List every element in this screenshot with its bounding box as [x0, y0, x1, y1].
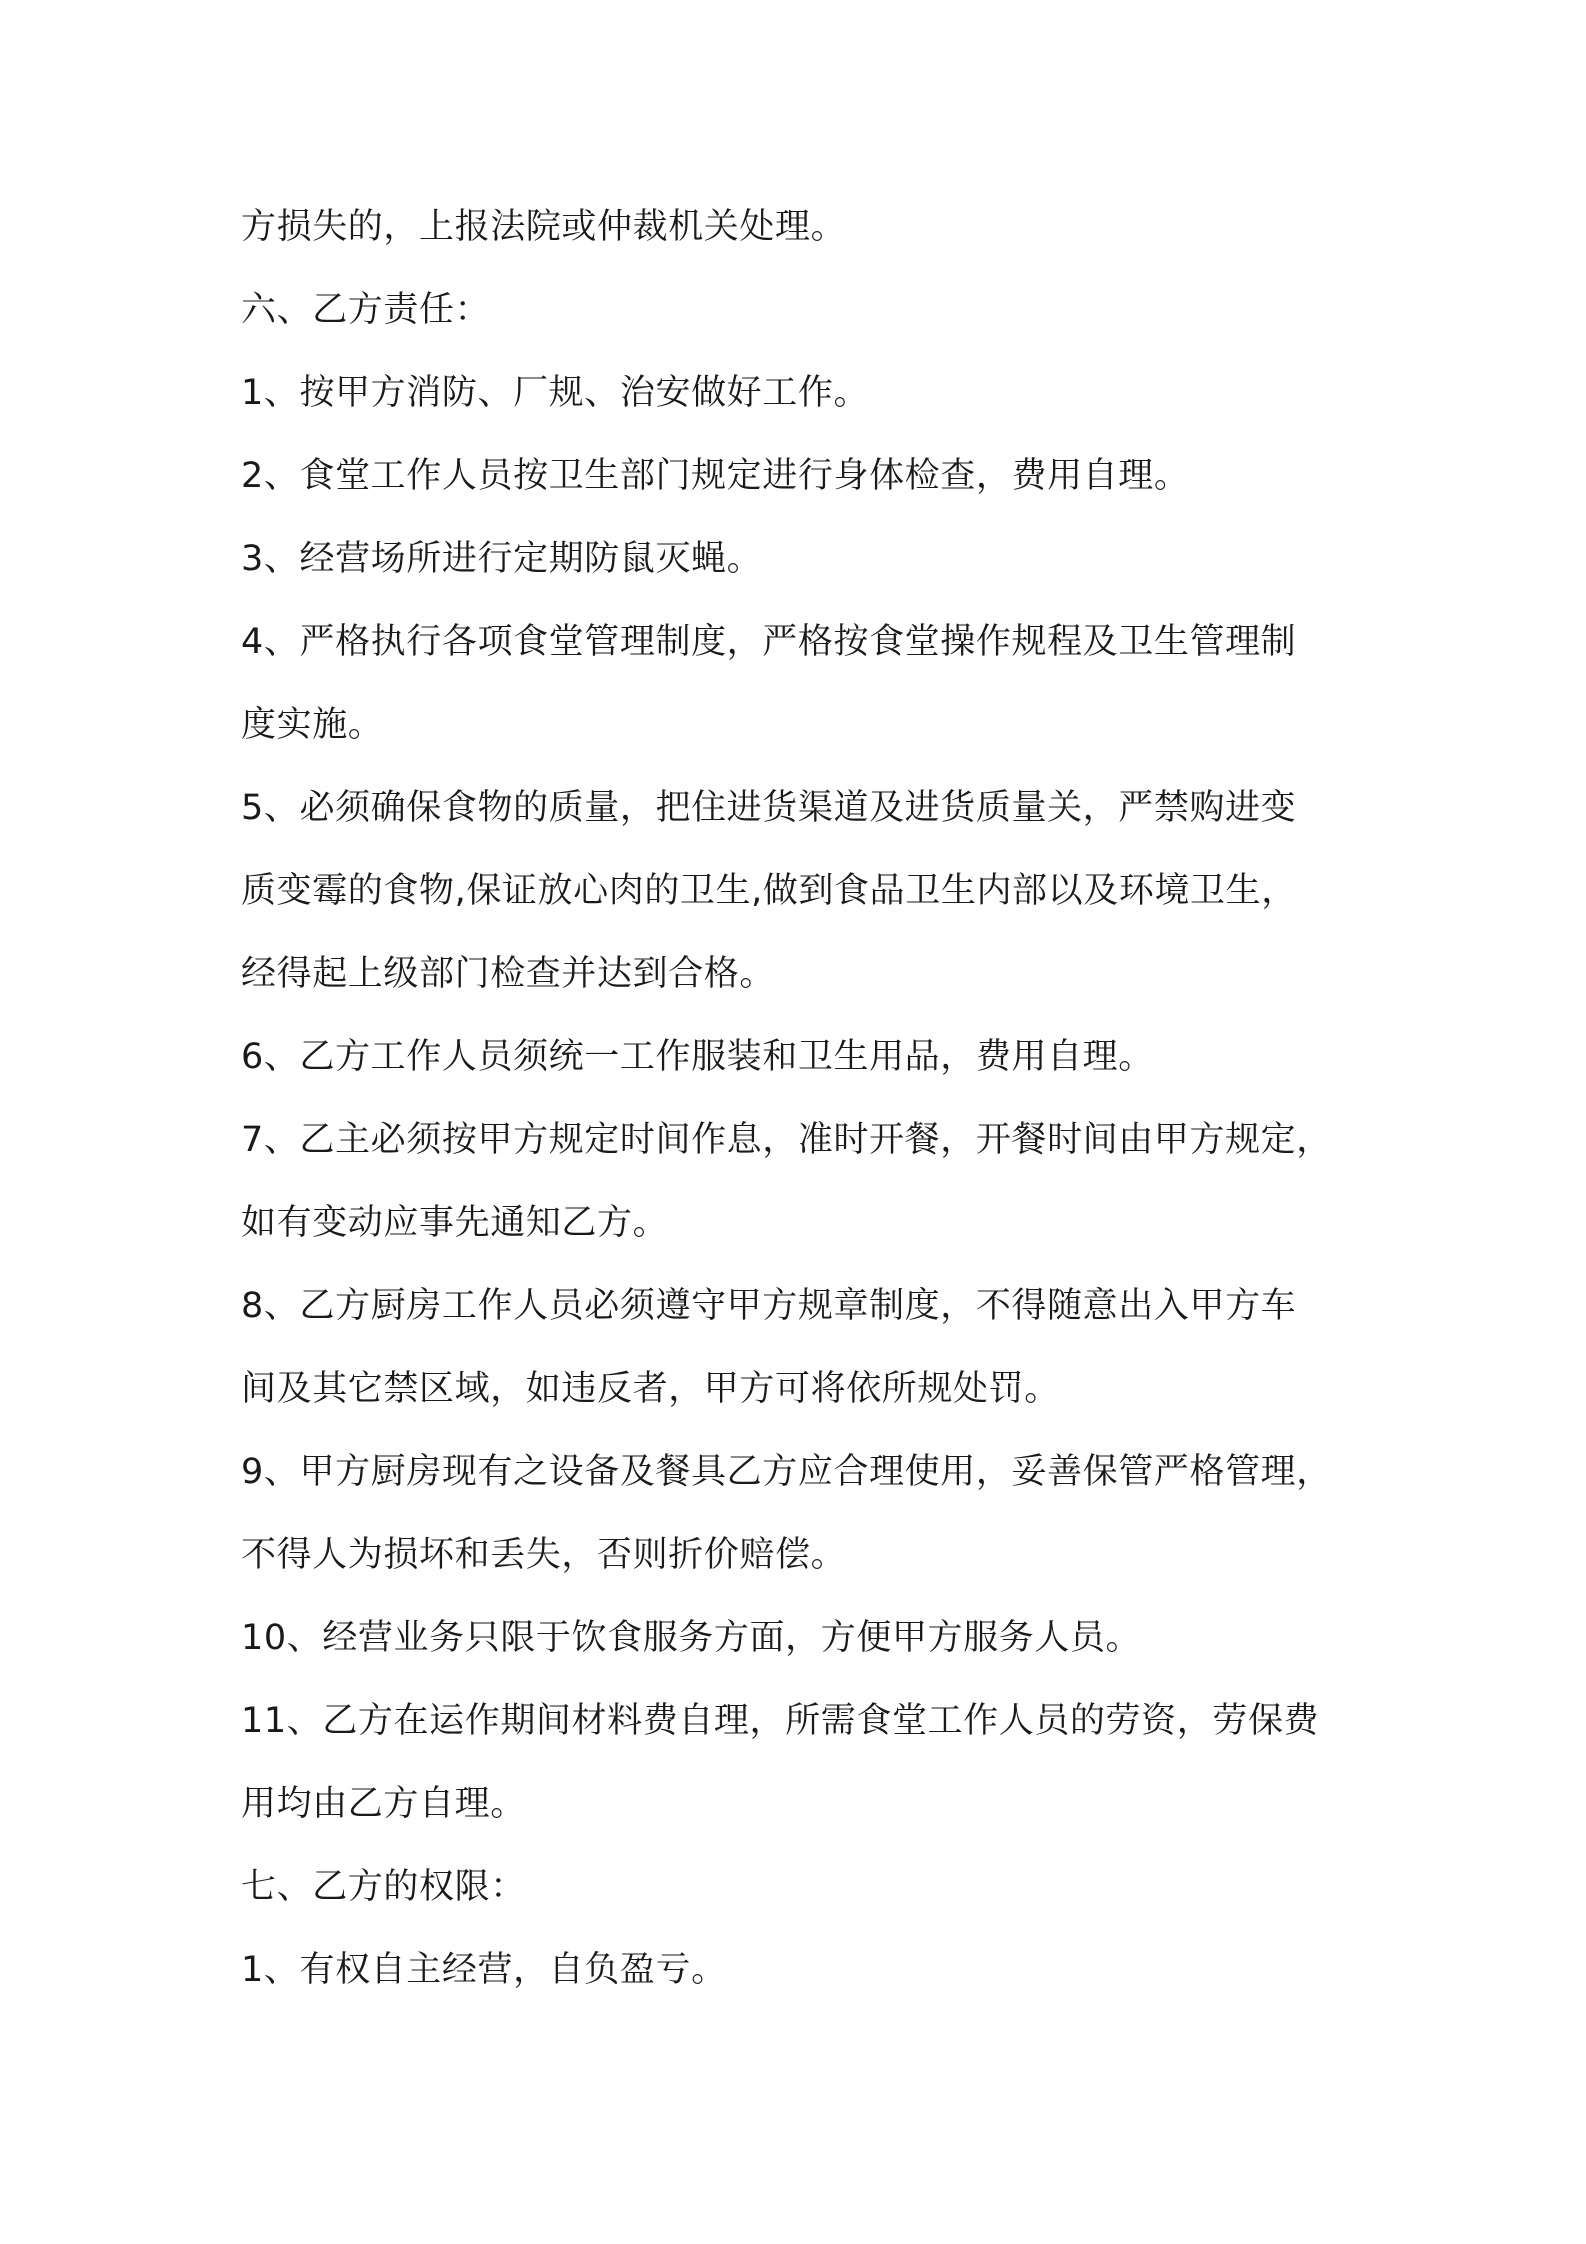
- text-line: 如有变动应事先通知乙方。: [241, 1203, 669, 1243]
- text-line: 不得人为损坏和丢失，否则折价赔偿。: [241, 1535, 847, 1575]
- text-line: 5、必须确保食物的质量，把住进货渠道及进货质量关，严禁购进变: [241, 788, 1297, 828]
- text-line: 1、按甲方消防、厂规、治安做好工作。: [241, 373, 870, 413]
- text-line: 9、甲方厨房现有之设备及餐具乙方应合理使用，妥善保管严格管理，: [241, 1452, 1332, 1492]
- section-heading: 六、乙方责任：: [241, 290, 491, 330]
- text-line: 用均由乙方自理。: [241, 1784, 526, 1824]
- text-line: 经得起上级部门检查并达到合格。: [241, 954, 776, 994]
- text-line: 1、有权自主经营，自负盈亏。: [241, 1950, 727, 1990]
- text-line: 度实施。: [241, 705, 384, 745]
- text-line: 4、严格执行各项食堂管理制度，严格按食堂操作规程及卫生管理制: [241, 622, 1297, 662]
- text-line: 7、乙主必须按甲方规定时间作息，准时开餐，开餐时间由甲方规定，: [241, 1120, 1332, 1160]
- text-line: 11、乙方在运作期间材料费自理，所需食堂工作人员的劳资，劳保费: [241, 1701, 1320, 1741]
- text-line: 3、经营场所进行定期防鼠灭蝇。: [241, 539, 763, 579]
- text-line: 10、经营业务只限于饮食服务方面，方便甲方服务人员。: [241, 1618, 1142, 1658]
- text-line: 间及其它禁区域，如违反者，甲方可将依所规处罚。: [241, 1369, 1060, 1409]
- text-line: 6、乙方工作人员须统一工作服装和卫生用品，费用自理。: [241, 1037, 1154, 1077]
- text-line: 质变霉的食物,保证放心肉的卫生,做到食品卫生内部以及环境卫生，: [241, 871, 1297, 911]
- section-heading: 七、乙方的权限：: [241, 1867, 526, 1907]
- text-line: 2、食堂工作人员按卫生部门规定进行身体检查，费用自理。: [241, 456, 1190, 496]
- text-line: 方损失的，上报法院或仲裁机关处理。: [241, 207, 847, 247]
- text-line: 8、乙方厨房工作人员必须遵守甲方规章制度，不得随意出入甲方车: [241, 1286, 1297, 1326]
